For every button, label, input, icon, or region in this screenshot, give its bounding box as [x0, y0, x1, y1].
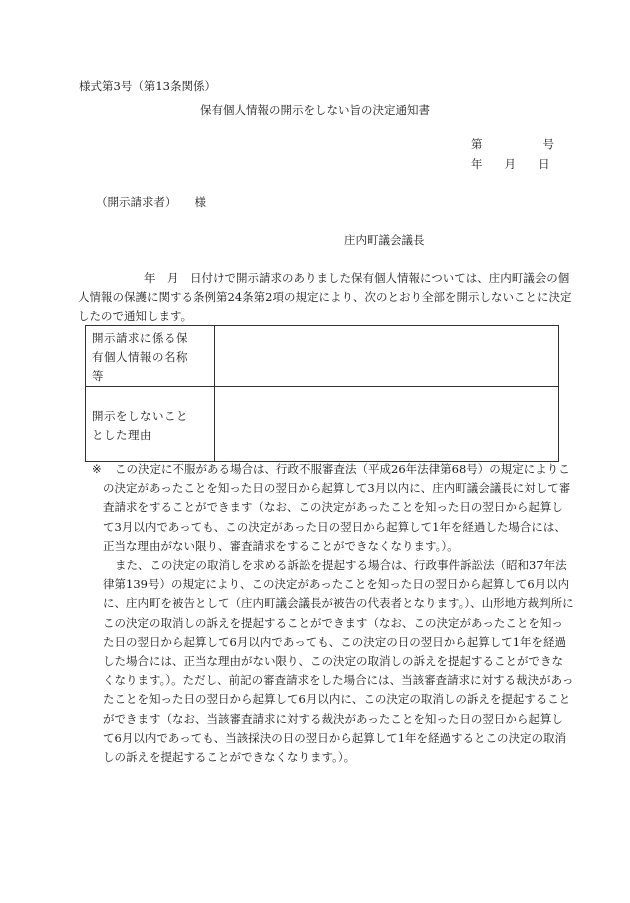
note-appeal-text: この決定に不服がある場合は、行政不服審査法（平成26年法律第68号）の規定によりこの決定があったことを知った日の翌日から起算して3月以内に、庄内町議会議長に対して審査請求をすることができます（なお、この決定があったことを知った日の翌日から起算して3月以内であっても、この決定があった日の翌日から起算して1年を経過した場合には、正当な理由がない限り、審査請求をすることができなくなります。）。: [103, 462, 571, 553]
table-label-info-name: 開示請求に係る保 有個人情報の名称 等: [86, 326, 215, 387]
intro-paragraph: 年 月 日付けで開示請求のありました保有個人情報については、庄内町議会の個人情報の保護に関する条例第24条第2項の規定により、次のとおり全部を開示しないことに決定したので通知します。: [78, 271, 572, 323]
note-paragraph-appeal: [92, 460, 574, 556]
document-number-line: [471, 138, 554, 152]
info-table: [85, 325, 559, 462]
number-prefix: 第: [471, 137, 483, 151]
table-row: [86, 326, 559, 387]
note-paragraph-lawsuit: また、この決定の取消しを求める訴訟を提起する場合は、行政事件訴訟法（昭和37年法律第139号）の規定により、この決定があったことを知った日の翌日から起算して6月以内に、庄内町を被告として（庄内町議会議長が被告の代表者となります。）、山形地方裁判所にこの決定の取消しの訴えを提起することができます（なお、この決定があったことを知った日の翌日から起算して6月以内であっても、この決定の日の翌日から起算して1年を経過した場合には、正当な理由がない限り、この決定の取消しの訴えを提起することができなくなります。）。ただし、前記の審査請求をした場合には、当該審査請求に対する裁決があったことを知った日の翌日から起算して6月以内に、この決定の取消しの訴えを提起することができます（なお、当該審査請求に対する裁決があったことを知った日の翌日から起算して6月以内であっても、当該採決の日の翌日から起算して1年を経過するとこの決定の取消しの訴えを提起することができなくなります。）。: [103, 558, 574, 765]
note-mark: ※: [92, 462, 102, 476]
notes-section: [92, 460, 574, 767]
number-suffix: 号: [542, 137, 554, 151]
table-label-reason: 開示をしないこと とした理由: [86, 387, 215, 462]
date-year: 年: [471, 157, 483, 171]
addressee: [96, 196, 206, 210]
form-number: 様式第3号（第13条関係）: [79, 79, 216, 93]
addressee-honorific: 様: [194, 195, 206, 209]
document-date-line: [471, 158, 550, 172]
document-title: 保有個人情報の開示をしない旨の決定通知書: [200, 103, 430, 117]
date-day: 日: [538, 157, 550, 171]
addressee-label: （開示請求者）: [96, 195, 177, 209]
issuer-name: 庄内町議会議長: [344, 233, 425, 247]
table-value-info-name: [215, 326, 559, 387]
date-month: 月: [504, 157, 516, 171]
table-row: [86, 387, 559, 462]
table-value-reason: [215, 387, 559, 462]
